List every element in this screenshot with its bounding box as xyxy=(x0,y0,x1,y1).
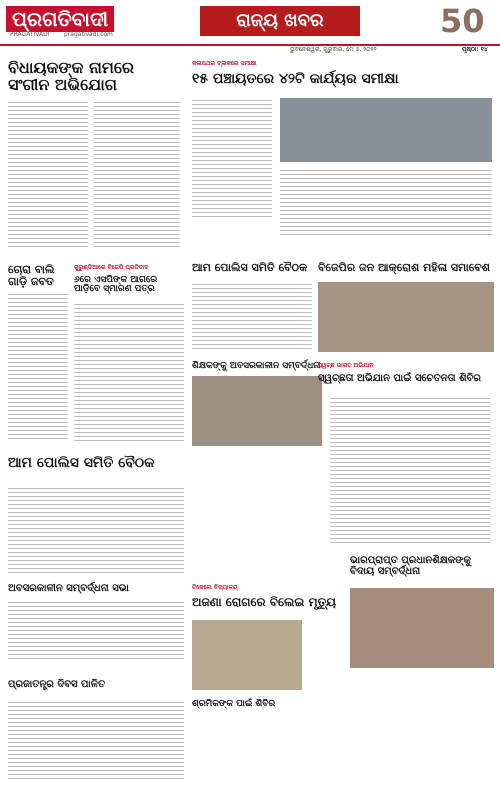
photo-farewell xyxy=(350,588,494,668)
article-body xyxy=(192,282,312,352)
headline-disease-death: ଅଜଣା ରୋଗରେ ବିଲେଇ ମୃତ୍ୟୁ xyxy=(192,595,337,609)
kicker-bjp-protest: ଗୁରୁଣ୍ଡିଆରେ ବିଜେପି ପ୍ରତିବାଦ xyxy=(74,264,149,271)
headline-sand-seized: ଚୋରା ବାଲି ଗାଡ଼ି ଜବତ xyxy=(8,263,55,288)
article-body xyxy=(280,168,492,238)
headline-aam-police-2: ଆମ ପୋଲିସ ସମିତି ବୈଠକ xyxy=(8,455,155,471)
photo-protest xyxy=(318,282,494,352)
headline-apsp: ୬ରେ ଏସପିଙ୍କ ଆଗରେ ପାଡ଼ିବେ ସ୍ମାରଣ ପତ୍ର xyxy=(74,275,158,295)
headline-aam-police-1: ଆମ ପୋଲିସ ସମିତି ବୈଠକ xyxy=(192,261,308,274)
article-body xyxy=(8,292,68,442)
headline-farewell: ଭାରପ୍ରାପ୍ତ ପ୍ରଧାନଶିକ୍ଷକଙ୍କୁ ବିଦାୟ ସମ୍ବର୍ଦ୍ଧନା xyxy=(350,555,471,577)
section-title: ରାଜ୍ୟ ଖବର xyxy=(200,6,360,36)
headline-cleanliness: ସ୍ୱଚ୍ଛତା ଅଭିଯାନ ପାଇଁ ସଚେତନତା ଶିବିର xyxy=(318,373,481,384)
article-body xyxy=(94,100,180,250)
headline-teachers-honour: ଶିକ୍ଷକଙ୍କୁ ଅବସରକାଳୀନ ସମ୍ବର୍ଦ୍ଧନା xyxy=(192,361,321,371)
headline-panchayat-review: ୧୫ ପଞ୍ଚାୟତରେ ୪୨ଟି କାର୍ଯ୍ୟର ସମୀକ୍ଷା xyxy=(192,71,399,87)
photo-cat xyxy=(192,620,302,690)
article-body xyxy=(74,302,184,442)
headline-republic-day: ପ୍ରଜାତନ୍ତ୍ର ଦିବସ ପାଳିତ xyxy=(8,679,106,690)
kicker-clean: ସ୍ୱଚ୍ଛ ଭାରତ ଅଭିଯାନ xyxy=(318,362,374,369)
article-body xyxy=(330,396,490,546)
newspaper-logo: ପ୍ରଗତିବାଦୀ xyxy=(6,6,114,32)
page-number: ପୃଷ୍ଠା: ୧୪ xyxy=(462,46,488,53)
photo-teachers xyxy=(192,376,322,446)
kicker-panchayat: କଳାପଥର ବ୍ଲକରେ ସମୀକ୍ଷା xyxy=(192,60,257,67)
dateline: ଭୁବନେଶ୍ୱର, ଗୁରୁବାର, ମେ ୫, ୨୦୨୨ xyxy=(290,46,377,53)
headline-mla-complaint: ବିଧାୟକଙ୍କ ନାମରେ ସଂଗୀନ ଅଭିଯୋଗ xyxy=(8,58,135,94)
article-body xyxy=(192,98,272,218)
photo-meeting xyxy=(280,98,492,162)
kicker-school: ଟିକେଲେ ବିଦ୍ୟାଳୟ xyxy=(192,584,238,591)
website-label: pragativadi.com xyxy=(64,31,113,38)
headline-women-protest: ବିଜେପିର ଜନ ଆକ୍ରୋଶ ମହିଳା ସମାବେଶ xyxy=(318,261,490,274)
article-body xyxy=(8,100,88,250)
headline-camp: ଶ୍ରମିକଙ୍କ ପାଇଁ ଶିବିର xyxy=(192,699,276,709)
logo-subtitle: PRAGATIVADI xyxy=(10,31,50,38)
article-body xyxy=(8,486,184,576)
article-body xyxy=(8,600,184,660)
article-body xyxy=(8,700,184,780)
anniversary-logo: 50 xyxy=(440,2,485,40)
headline-retirement: ଅବସରକାଳୀନ ସମ୍ବର୍ଦ୍ଧନା ସଭା xyxy=(8,583,129,594)
